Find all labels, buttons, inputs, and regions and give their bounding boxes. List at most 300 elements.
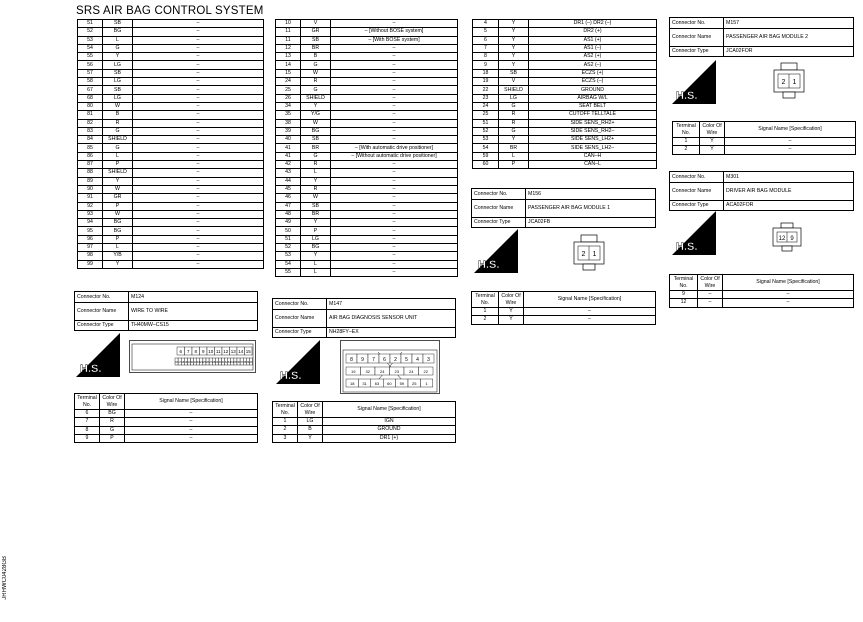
table-row [276, 20, 458, 28]
pin-number: 6 [383, 357, 386, 364]
table-row [276, 268, 458, 276]
signal-cell: – [133, 53, 264, 61]
signal-cell: ECZS (–) [529, 78, 657, 86]
terminal-cell: 53 [473, 136, 499, 144]
terminal-cell: 93 [78, 210, 103, 218]
signal-cell: – [331, 127, 458, 135]
wire-color-cell: G [301, 61, 331, 69]
terminal-cell: 40 [276, 136, 301, 144]
pin-number: 10 [208, 349, 214, 355]
connector-diagram-m157 [770, 62, 808, 100]
table-row [276, 152, 458, 160]
table-row [75, 418, 258, 426]
table-row [78, 44, 264, 52]
wire-color-cell: BR [301, 44, 331, 52]
terminal-cell: 41 [276, 144, 301, 152]
wire-color-cell: Y [103, 53, 133, 61]
signal-cell: – [133, 61, 264, 69]
terminal-cell: 85 [78, 144, 103, 152]
wire-color-cell: Y [301, 252, 331, 260]
pin-number: 13 [230, 349, 236, 355]
table-row [78, 177, 264, 185]
table-row [473, 111, 657, 119]
connector-info-m301: Connector No. M301 Connector Name DRIVER AIR BAG MODULE Connector Type ACA02FOR [669, 171, 854, 211]
signal-cell: SIDE SENS_LH2+ [529, 136, 657, 144]
terminal-cell: 15 [276, 69, 301, 77]
wiring-table-col1 [77, 19, 264, 269]
terminal-cell: 51 [276, 235, 301, 243]
wire-color-cell: SB [103, 86, 133, 94]
connector-no: M301 [724, 172, 854, 183]
wire-color-cell: BR [499, 144, 529, 152]
wire-color-cell: R [301, 185, 331, 193]
terminal-cell: 7 [75, 418, 100, 426]
signal-cell: – [723, 299, 854, 307]
signal-cell: AS2 (–) [529, 61, 657, 69]
terminal-cell: 55 [78, 53, 103, 61]
table-row [78, 219, 264, 227]
signal-cell: – [133, 194, 264, 202]
table-row [78, 111, 264, 119]
signal-cell: CUTOFF TELLTALE [529, 111, 657, 119]
wire-color-cell: Y [103, 260, 133, 268]
wire-color-cell: R [499, 111, 529, 119]
wire-color-cell: R [301, 78, 331, 86]
wire-color-cell: SHIELD [103, 169, 133, 177]
pin-number: 31 [221, 361, 225, 365]
table-row [473, 119, 657, 127]
connector-no: M124 [129, 292, 258, 303]
wiring-table-col3 [472, 19, 657, 169]
terminal-cell: 89 [78, 177, 103, 185]
signal-cell: – [133, 244, 264, 252]
wire-color-cell: BG [103, 28, 133, 36]
wire-color-cell: SHIELD [301, 94, 331, 102]
terminal-cell: 46 [276, 194, 301, 202]
signal-cell: – [331, 102, 458, 110]
pin-table-m124: Terminal No. Color Of Wire Signal Name [Specification] 6 BG – 7 R – 8 G – 9 P – [74, 393, 258, 443]
table-row [276, 78, 458, 86]
terminal-cell: 59 [473, 152, 499, 160]
terminal-cell: 51 [473, 119, 499, 127]
wire-color-cell: G [301, 86, 331, 94]
wire-color-cell: LG [103, 61, 133, 69]
wire-color-cell: P [499, 161, 529, 169]
table-row [276, 144, 458, 152]
table-row [472, 316, 656, 324]
table-row [473, 78, 657, 86]
signal-cell: – [133, 161, 264, 169]
terminal-cell: 92 [78, 202, 103, 210]
pin-number: 2 [394, 357, 397, 364]
terminal-cell: 87 [78, 161, 103, 169]
pin-number: 9 [201, 349, 205, 355]
terminal-cell: 2 [472, 316, 499, 324]
terminal-cell: 81 [78, 111, 103, 119]
table-row [472, 308, 656, 316]
terminal-cell: 88 [78, 169, 103, 177]
pin-number: 23 [196, 361, 200, 365]
connector-name: PASSENGER AIR BAG MODULE 2 [724, 28, 854, 46]
signal-cell: – [With BOSE system] [331, 36, 458, 44]
table-row [473, 161, 657, 169]
signal-cell: – [125, 434, 258, 442]
table-row [276, 28, 458, 36]
terminal-cell: 8 [75, 426, 100, 434]
wire-color-cell: Y [499, 44, 529, 52]
pin-number: 24 [409, 369, 414, 375]
wire-color-cell: BR [301, 144, 331, 152]
pin-number: 4 [416, 357, 419, 364]
wire-color-cell: G [499, 127, 529, 135]
table-row [78, 102, 264, 110]
terminal-cell: 91 [78, 194, 103, 202]
table-row [276, 169, 458, 177]
connector-no: M156 [526, 189, 656, 200]
signal-cell: SIDE SENS_RH2+ [529, 119, 657, 127]
signal-cell: – [331, 185, 458, 193]
table-row [473, 94, 657, 102]
wire-color-cell: – [698, 299, 723, 307]
document-code: JRHWC0428GB [2, 556, 8, 600]
signal-cell: – [125, 418, 258, 426]
signal-cell: – [133, 28, 264, 36]
table-row [670, 291, 854, 299]
pin-number: 36 [237, 361, 240, 365]
table-row [78, 210, 264, 218]
wire-color-cell: SHIELD [103, 136, 133, 144]
signal-cell: DR1 (+) [323, 434, 456, 442]
signal-cell: – [125, 410, 258, 418]
wire-color-cell: BG [103, 227, 133, 235]
signal-cell: – [331, 268, 458, 276]
wire-color-cell: W [301, 194, 331, 202]
wire-color-cell: G [301, 152, 331, 160]
wire-color-cell: LG [103, 78, 133, 86]
terminal-cell: 6 [75, 410, 100, 418]
table-row [78, 252, 264, 260]
table-row [78, 235, 264, 243]
svg-text:2: 2 [781, 79, 786, 86]
wire-color-cell: W [301, 69, 331, 77]
connector-name: AIR BAG DIAGNOSIS SENSOR UNIT [327, 309, 456, 327]
table-row [473, 144, 657, 152]
table-row [473, 152, 657, 160]
signal-cell: – [331, 94, 458, 102]
pin-number: 14 [238, 349, 244, 355]
table-row [673, 146, 856, 154]
pin-number: 9 [361, 357, 364, 364]
connector-name: PASSENGER AIR BAG MODULE 1 [526, 199, 656, 217]
wire-color-cell: Y [700, 146, 725, 154]
pin-number: 24 [380, 369, 385, 375]
terminal-cell: 4 [473, 20, 499, 28]
wire-color-cell: P [103, 161, 133, 169]
signal-cell: – [133, 144, 264, 152]
signal-cell: AS1 (–) [529, 44, 657, 52]
signal-cell: – [331, 235, 458, 243]
terminal-cell: 38 [276, 119, 301, 127]
signal-cell: – [331, 119, 458, 127]
pin-number: 38 [243, 361, 247, 365]
signal-cell: – [331, 61, 458, 69]
terminal-cell: 24 [473, 102, 499, 110]
svg-text:1: 1 [592, 251, 597, 258]
terminal-cell: 49 [276, 219, 301, 227]
wire-color-cell: SHIELD [499, 86, 529, 94]
terminal-cell: 54 [78, 44, 103, 52]
svg-text:H.S.: H.S. [676, 241, 698, 253]
table-row [78, 144, 264, 152]
svg-text:12: 12 [778, 236, 786, 242]
svg-text:H.S.: H.S. [478, 259, 500, 271]
terminal-cell: 35 [276, 111, 301, 119]
wire-color-cell: SB [301, 202, 331, 210]
wire-color-cell: G [103, 44, 133, 52]
wire-color-cell: Y/B [103, 252, 133, 260]
signal-cell: SIDE SENS_LH2– [529, 144, 657, 152]
table-row [78, 36, 264, 44]
table-row [78, 69, 264, 77]
wire-color-cell: BG [103, 219, 133, 227]
table-row [276, 44, 458, 52]
connector-diagram-m147 [340, 340, 440, 394]
wire-color-cell: P [103, 235, 133, 243]
wire-color-cell: L [301, 260, 331, 268]
table-row [276, 127, 458, 135]
table-row [75, 426, 258, 434]
signal-cell: – [331, 136, 458, 144]
wire-color-cell: W [301, 119, 331, 127]
wire-color-cell: – [698, 291, 723, 299]
terminal-cell: 12 [276, 44, 301, 52]
terminal-cell: 14 [276, 61, 301, 69]
pin-number: 7 [372, 357, 375, 364]
table-row [276, 119, 458, 127]
signal-cell: – [133, 177, 264, 185]
signal-cell: – [133, 235, 264, 243]
terminal-cell: 6 [473, 36, 499, 44]
connector-type: JCA02FB [526, 217, 656, 228]
signal-cell: – [125, 426, 258, 434]
wire-color-cell: Y [499, 20, 529, 28]
signal-cell: – [133, 260, 264, 268]
page-title: SRS AIR BAG CONTROL SYSTEM [76, 5, 264, 17]
signal-cell: – [524, 308, 656, 316]
signal-cell: – [331, 177, 458, 185]
wire-color-cell: W [103, 102, 133, 110]
wire-color-cell: Y [499, 316, 524, 324]
terminal-cell: 94 [78, 219, 103, 227]
signal-cell: DR1 (–) DR2 (–) [529, 20, 657, 28]
svg-text:1: 1 [792, 79, 797, 86]
harness-side-icon [276, 340, 320, 384]
terminal-cell: 53 [276, 252, 301, 260]
pin-number: 8 [350, 357, 353, 364]
table-row [75, 434, 258, 442]
wire-color-cell: Y/G [301, 111, 331, 119]
connector-name: WIRE TO WIRE [129, 302, 258, 320]
terminal-cell: 12 [670, 299, 698, 307]
wire-color-cell: L [301, 169, 331, 177]
table-row [473, 53, 657, 61]
signal-cell: SIDE SENS_RH2– [529, 127, 657, 135]
pin-number: 6 [179, 349, 183, 355]
signal-cell: – [133, 102, 264, 110]
table-row [78, 152, 264, 160]
terminal-cell: 82 [78, 119, 103, 127]
signal-cell: – [331, 111, 458, 119]
terminal-cell: 48 [276, 210, 301, 218]
signal-cell: – [331, 252, 458, 260]
signal-cell: – [133, 86, 264, 94]
signal-cell: AS2 (+) [529, 53, 657, 61]
terminal-cell: 97 [78, 244, 103, 252]
table-row [78, 185, 264, 193]
pin-number: 22 [193, 361, 197, 365]
table-row [78, 194, 264, 202]
signal-cell: – [331, 260, 458, 268]
signal-cell: – [331, 219, 458, 227]
wire-color-cell: SB [103, 69, 133, 77]
terminal-cell: 68 [78, 94, 103, 102]
pin-table-m301: Terminal No. Color Of Wire Signal Name [Specification] 9 – – 12 – – [669, 274, 854, 308]
wire-color-cell: L [103, 152, 133, 160]
signal-cell: – [133, 69, 264, 77]
wire-color-cell: Y [499, 28, 529, 36]
pin-number: 26 [206, 361, 209, 365]
table-row [276, 111, 458, 119]
table-row [473, 61, 657, 69]
table-row [78, 202, 264, 210]
signal-cell: – [331, 169, 458, 177]
terminal-cell: 43 [276, 169, 301, 177]
table-row [276, 194, 458, 202]
pin-number: 20 [187, 361, 191, 365]
harness-side-icon [672, 60, 716, 104]
pin-number: 32 [224, 361, 228, 365]
svg-text:H.S.: H.S. [80, 363, 102, 375]
terminal-cell: 44 [276, 177, 301, 185]
table-row [78, 136, 264, 144]
signal-cell: – [331, 44, 458, 52]
terminal-cell: 67 [78, 86, 103, 94]
pin-number: 31 [362, 381, 367, 387]
pin-number: 34 [231, 361, 234, 365]
wire-color-cell: Y [301, 219, 331, 227]
wire-color-cell: Y [499, 53, 529, 61]
terminal-cell: 80 [78, 102, 103, 110]
terminal-cell: 25 [473, 111, 499, 119]
signal-cell: – [331, 244, 458, 252]
terminal-cell: 83 [78, 127, 103, 135]
signal-cell: – [With automatic drive positioner] [331, 144, 458, 152]
pin-number: 18 [349, 381, 355, 387]
table-row [276, 61, 458, 69]
table-row [276, 202, 458, 210]
table-row [276, 227, 458, 235]
terminal-cell: 52 [473, 127, 499, 135]
wire-color-cell: B [301, 53, 331, 61]
signal-cell: – [133, 94, 264, 102]
table-row [276, 69, 458, 77]
signal-cell: – [331, 227, 458, 235]
table-row [273, 434, 456, 442]
terminal-cell: 54 [473, 144, 499, 152]
signal-cell: – [331, 210, 458, 218]
table-row [670, 299, 854, 307]
signal-cell: – [Without BOSE system] [331, 28, 458, 36]
wire-color-cell: L [103, 244, 133, 252]
pin-number: 1 [425, 381, 428, 387]
wire-color-cell: GR [301, 28, 331, 36]
harness-side-icon [474, 229, 518, 273]
terminal-cell: 56 [78, 61, 103, 69]
signal-cell: IGN [323, 418, 456, 426]
signal-cell: – [133, 136, 264, 144]
pin-number: 28 [212, 361, 216, 365]
connector-info-m157: Connector No. M157 Connector Name PASSENGER AIR BAG MODULE 2 Connector Type JCA02FOR [669, 17, 854, 57]
terminal-cell: 34 [276, 102, 301, 110]
wire-color-cell: BG [100, 410, 125, 418]
terminal-cell: 45 [276, 185, 301, 193]
wire-color-cell: W [103, 185, 133, 193]
table-row [276, 36, 458, 44]
table-row [276, 219, 458, 227]
wire-color-cell: R [499, 119, 529, 127]
wire-color-cell: L [103, 36, 133, 44]
signal-cell: – [331, 202, 458, 210]
terminal-cell: 5 [473, 28, 499, 36]
table-row [473, 86, 657, 94]
terminal-cell: 57 [78, 69, 103, 77]
signal-cell: – [331, 78, 458, 86]
pin-number: 8 [194, 349, 198, 355]
terminal-cell: 7 [473, 44, 499, 52]
wire-color-cell: R [301, 161, 331, 169]
wire-color-cell: Y [499, 308, 524, 316]
signal-cell: – [133, 152, 264, 160]
terminal-cell: 60 [473, 161, 499, 169]
wire-color-cell: G [103, 127, 133, 135]
terminal-cell: 18 [473, 69, 499, 77]
pin-number: 22 [423, 369, 428, 375]
pin-number: 19 [351, 369, 356, 375]
table-row [78, 161, 264, 169]
pin-number: 40 [249, 361, 253, 365]
pin-number: 16 [175, 361, 178, 365]
table-row [473, 102, 657, 110]
pin-number: 7 [186, 349, 190, 355]
terminal-cell: 11 [276, 28, 301, 36]
table-row [473, 136, 657, 144]
harness-side-icon [76, 333, 120, 377]
wire-color-cell: Y [103, 177, 133, 185]
wire-color-cell: SB [301, 36, 331, 44]
terminal-cell: 23 [473, 94, 499, 102]
pin-number: 17 [178, 361, 181, 365]
table-row [473, 20, 657, 28]
pin-number: 39 [246, 361, 250, 365]
pin-number: 37 [240, 361, 243, 365]
signal-cell: – [133, 185, 264, 193]
terminal-cell: 8 [473, 53, 499, 61]
pin-number: 21 [190, 361, 194, 365]
signal-cell: AS1 (+) [529, 36, 657, 44]
terminal-cell: 50 [276, 227, 301, 235]
terminal-cell: 26 [276, 94, 301, 102]
signal-cell: – [331, 20, 458, 28]
